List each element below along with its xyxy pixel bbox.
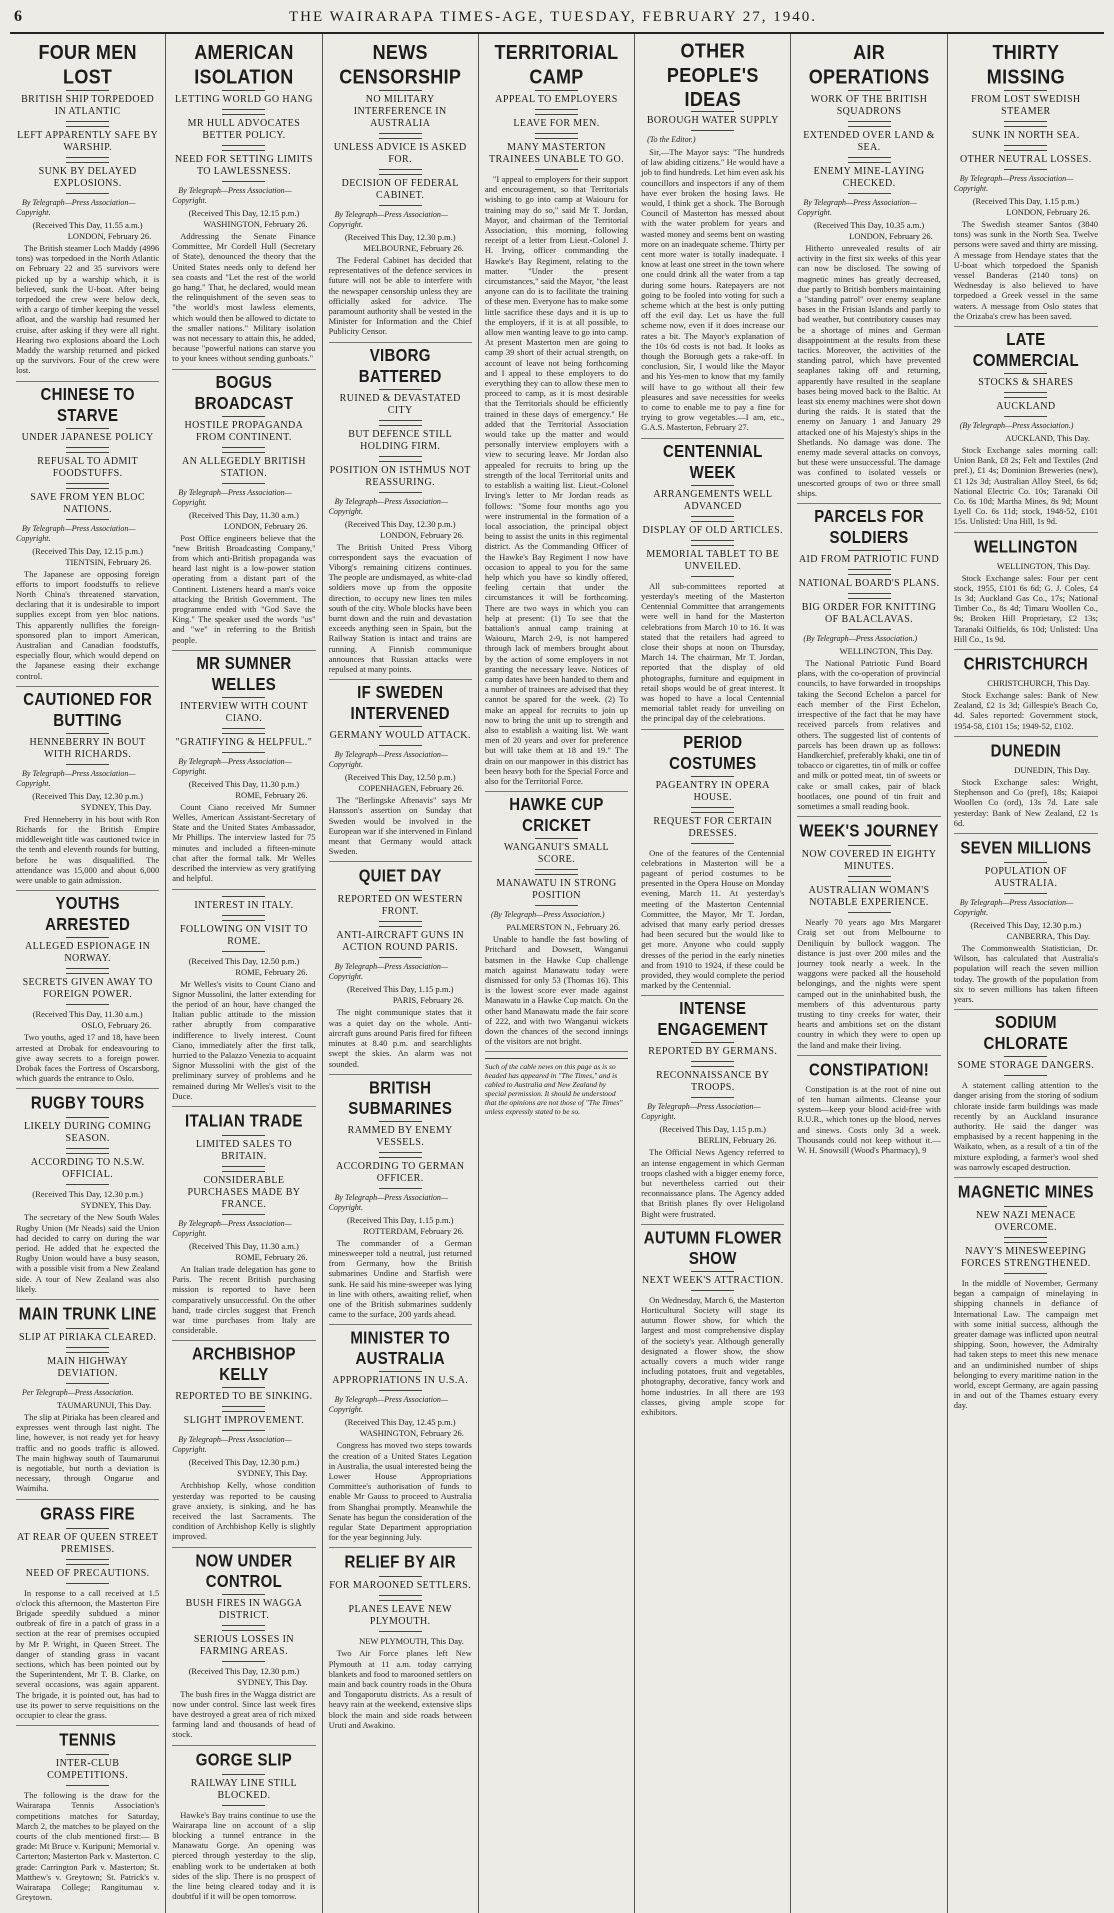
article-subhead: AID FROM PATRIOTIC FUND: [797, 550, 940, 570]
article-body: The Commonwealth Statistician, Dr. Wilson, has calculated that Australia's population will reach the seven million today. The growth of the population from six to seven millions has taken fifteen years.: [953, 942, 1098, 1004]
article-body: The "Berlingske Aftenavis" says Mr Hansson's assertion on Sunday that Sweden would be involved in the European war if she intervened in Finland meant that Germany would attack Sweden.: [328, 795, 472, 857]
article-body: An Italian trade delegation has gone to Paris. The recent British purchasing mission is reported to have been comparatively unsuccessful. On the other hand, trade circles suggest that French war time purchases from Italy are considerable.: [172, 1263, 316, 1336]
article-subhead: STOCKS & SHARES: [954, 373, 1098, 393]
article-subhead: LIMITED SALES TO BRITAIN.: [172, 1135, 315, 1167]
article: [954, 656, 1098, 737]
article-subhead: INTEREST IN ITALY.: [172, 896, 315, 916]
article-body: The slip at Piriaka has been cleared and expresses went through last night. The line, however, is not ready yet for heavy traffic and no goods traffic is allowed. The main highway south of Taumarunui is negotiable, but north a deviation is necessary, through Ongarue and Waimiha.: [16, 1411, 160, 1494]
column-5: [635, 34, 791, 1913]
article-subhead: BUSH FIRES IN WAGGA DISTRICT.: [172, 1594, 315, 1626]
article: [16, 894, 160, 1089]
article: [172, 372, 316, 651]
article-headline: DUNEDIN: [990, 741, 1062, 762]
article-received-time: (Received This Day, 11.30 a.m.): [32, 1009, 143, 1020]
article-headline: RELIEF BY AIR: [344, 1553, 456, 1573]
article-headline: SODIUM CHLORATE: [983, 1013, 1069, 1054]
article-subhead: LEAVE FOR MEN.: [485, 114, 628, 134]
footer-note: Such of the cable news on this page as is so headed has appeared in "The Times," and is cabled to Australia and New Zealand by special permission. It should be understood that the opinions are not those of "The Times" unless expressly stated to be so.: [485, 1058, 628, 1116]
article-dateline: By Telegraph—Press Association—Copyright.: [172, 1218, 292, 1238]
article: [16, 40, 160, 382]
article-headline: CONSTIPATION!: [809, 1060, 930, 1080]
article-subhead: SLIP AT PIRIAKA CLEARED.: [16, 1328, 159, 1348]
article-received-time: (Received This Day, 11.30 p.m.): [188, 778, 300, 789]
article-subhead: RUINED & DEVASTATED CITY: [329, 389, 472, 421]
article-headline: IF SWEDEN INTERVENED: [350, 683, 450, 724]
article-body: Count Ciano received Mr Sumner Welles, American Assistant-Secretary of State and the United States Ambassador, Mr Phillips. The interview lasted for 75 minutes and included a fifteen-minute chat after the formal talk. Mr Welles described the interview as very gratifying and helpful.: [172, 801, 316, 884]
article-subhead: LIKELY DURING COMING SEASON.: [16, 1117, 159, 1149]
column-4: [479, 34, 635, 1913]
article-placeline: MELBOURNE, February 26.: [363, 243, 464, 253]
article-placeline: AUCKLAND, This Day.: [1005, 433, 1090, 444]
article-body: All sub-committees reported at yesterday's meeting of the Masterton Centennial Committee that arrangements were well in hand for the Masterton celebrations from March 10 to 16. It was stated that the retailers had agreed to close their shops at noon on Thursday, March 14. The chairman, Mr T. Jordan, reported that the display of old photographs, furniture and equipment in retail shops would be of great interest. It was hoped to have a local Centennial memorial tablet ready for unveiling on the principal day of the celebrations.: [641, 580, 785, 724]
article-placeline: SYDNEY, This Day.: [237, 1676, 308, 1687]
article-dateline: (By Telegraph—Press Association.): [803, 634, 918, 644]
article-subhead: DECISION OF FEDERAL CABINET.: [329, 174, 472, 206]
article-body: Addressing the Senate Finance Committee, Mr Cordell Hull (Secretary of State), denounced the theory that the United States needs only to defend her sea coasts and "Let the rest of the world go hang." That, he declared, would mean the relinquishment of the seven seas to "the world's most lawless elements, which would then be allowed to dictate to the smaller nations." Military isolation was not necessary to attain this, he added, because "powerful nations can starve you to your knees without sending gunboats.": [172, 231, 316, 364]
article: [484, 795, 629, 1052]
article-body: The bush fires in the Wagga district are now under control. Since last week fires have destroyed a great area of rich mixed farming land and thousands of head of stock.: [172, 1688, 316, 1740]
article-placeline: BERLIN, February 26.: [698, 1135, 777, 1146]
article-subhead: SOME STORAGE DANGERS.: [954, 1056, 1098, 1076]
article-body: The British steamer Loch Maddy (4996 tons) was torpedoed in the North Atlantic on February 22 and 35 survivors were picked up by a warship which, it is believed, sunk the U-boat. After being torpedoed the crew were below deck, with a cargo of timber keeping the vessel afloat, and the warship had resumed her cruise, after asking if they were all right. Hearing two explosions aboard the Loch Maddy the warship returned and picked up the survivors. Four of the crew were lost.: [16, 243, 160, 376]
article-headline: QUIET DAY: [358, 867, 442, 887]
article-received-time: (Received This Day, 12.30 p.m.): [970, 919, 1082, 930]
article-headline: MAGNETIC MINES: [957, 1182, 1094, 1203]
article: [954, 743, 1098, 834]
article-received-time: (Received This Day, 12.50 p.m.): [344, 772, 456, 783]
article-dateline: By Telegraph—Press Association—Copyright.: [953, 174, 1074, 193]
article-headline: NEWS CENSORSHIP: [339, 40, 462, 88]
article: [329, 868, 472, 1074]
column-7: [948, 34, 1104, 1913]
article-received-time: (Received This Day, 12.30 p.m.): [32, 1189, 143, 1200]
article-received-time: (Received This Day, 12.15 p.m.): [188, 208, 300, 218]
article-headline: GORGE SLIP: [195, 1750, 293, 1770]
article-headline: MR SUMNER WELLES: [196, 654, 292, 695]
article-received-time: (Received This Day, 12.50 p.m.): [188, 955, 300, 966]
article: [16, 384, 160, 687]
article-headline: WELLINGTON: [974, 537, 1078, 557]
article-received-time: (Received This Day, 1.15 p.m.): [346, 984, 454, 995]
column-3: [323, 34, 479, 1913]
article-subhead: BUT DEFENCE STILL HOLDING FIRM.: [329, 425, 472, 457]
article-subhead: HOSTILE PROPAGANDA FROM CONTINENT.: [172, 416, 315, 448]
article-placeline: SYDNEY, This Day.: [237, 1468, 308, 1479]
article-body: A statement calling attention to the danger arising from the storing of sodium chlorate inside farm buildings was made recently by an Auckland insurance authority. He said the danger was emphasised by a recent happening in the Waikato, when, as a result of a tin of the mixture exploding, a farmer's wool shed was narrowly escaped destruction.: [953, 1080, 1098, 1172]
article-headline: BOGUS BROADCAST: [194, 372, 294, 414]
article-headline: CENTENNIAL WEEK: [662, 441, 763, 483]
article: [172, 40, 316, 370]
article-body: The Japanese are opposing foreign efforts to import foodstuffs to relieve North China's threatened starvation, declaring that it is undesirable to import supplies except from yen bloc nations. This apparently nullifies the foreign-sponsored plan to import American, Australian and Canadian foodstuffs, especially flour, which would depend on the Japanese easing their exchange control.: [16, 568, 160, 681]
article-body: Sir,—The Mayor says: "The hundreds of law abiding citizens." He would have a job to find hundreds. Let him even ask his councillors and inspectors if any of them have ever broken the hosing laws. He would, I think get a shock. The Borough Council of Masterton has messed about with the water problem for years and wasted money and seems bent on wasting more on an inadequate scheme. Thirty per cent more water is totally inadequate. I know at least one street in the town where one could drink all the water from a tap during some hours. Ratepayers are not going to be fooled into voting for such a scheme which at the best is only putting off the evil day. Let us have the full scheme now, even if it does increase our rates a bit. The Mayor's explanation of the 10s 6d costs is not bad. It looks as though the Borough gets a rake-off. In conclusion, Sir, I would like the Mayor and his Yes-men to know that my family will have to go without all their few pleasures and save necessities for weeks to come to enable me to pay a fine for trying to grow vegetables.—I am, etc., G.A.S. Masterton, February 27.: [641, 147, 785, 433]
article-placeline: SYDNEY, This Day.: [80, 801, 152, 812]
article-subhead: "GRATIFYING & HELPFUL.": [172, 733, 315, 753]
article-subhead: HENNEBERRY IN BOUT WITH RICHARDS.: [16, 733, 159, 765]
article: [797, 40, 941, 504]
article-dateline: By Telegraph—Press Association—Copyright.: [16, 768, 136, 788]
article-body: The commander of a German minesweeper told a neutral, just returned from Germany, how the British submarines Undine and Starfish were sunk. He said his mine-sweeper was lying in line with others, awaiting relief, when one of the British submarines suddenly came to the surface, 200 yards ahead.: [328, 1237, 472, 1320]
article: [641, 1228, 785, 1422]
article-subhead: MR HULL ADVOCATES BETTER POLICY.: [172, 114, 315, 146]
article: [641, 732, 785, 997]
article-subhead: ALLEGED ESPIONAGE IN NORWAY.: [16, 937, 159, 969]
article-subhead: ENEMY MINE-LAYING CHECKED.: [797, 162, 940, 194]
article: [954, 1184, 1098, 1416]
article-subhead: PLANES LEAVE NEW PLYMOUTH.: [329, 1600, 472, 1632]
article-subhead: RECONNAISSANCE BY TROOPS.: [641, 1066, 784, 1098]
article-subhead: POPULATION OF AUSTRALIA.: [954, 862, 1098, 894]
article-body: Hawke's Bay trains continue to use the Wairarapa line on account of a slip blocking a tunnel entrance in the Manawatu Gorge. An opening was pierced through yesterday to the slip, enabling work to be undertaken at both sides of the slip. There is no prospect of the line being cleared today and it is doubtful if it will be open tomorrow.: [172, 1809, 316, 1902]
article-subhead: SECRETS GIVEN AWAY TO FOREIGN POWER.: [16, 973, 159, 1005]
article-subhead: AUCKLAND: [954, 397, 1098, 417]
article-subhead: REPORTED TO BE SINKING.: [172, 1387, 315, 1407]
article-subhead: MANAWATU IN STRONG POSITION: [485, 874, 628, 906]
article-dateline: By Telegraph—Press Association—Copyright.: [172, 756, 292, 776]
article: [328, 345, 472, 681]
article-subhead: ACCORDING TO GERMAN OFFICER.: [329, 1157, 472, 1189]
article: [797, 823, 940, 1056]
article-body: Post Office engineers believe that the "new British Broadcasting Company," from which anti-British propaganda was heard last night is a low-power station operating from a distant part of the Continent. Listeners heard a man's voice attacking the British Government. The programme ended with "God Save the King." The speaker used the words "us" and "we" in referring to the British people.: [172, 532, 316, 645]
article-body: The Official News Agency referred to an intense engagement in which German troops clashed with a bigger enemy force, but nevertheless carried out their reconnaissance plans. The Agency added that British planes fly over Heligoland Bight were frustrated.: [641, 1147, 785, 1219]
article-headline: AMERICAN ISOLATION: [194, 40, 294, 88]
article: [641, 39, 785, 439]
article-subhead: REFUSAL TO ADMIT FOODSTUFFS.: [16, 452, 159, 484]
article-headline: BRITISH SUBMARINES: [348, 1078, 453, 1119]
article-headline: OTHER PEOPLE'S IDEAS: [666, 39, 759, 111]
article-headline: AIR OPERATIONS: [808, 40, 930, 88]
article-subhead: DISPLAY OF OLD ARTICLES.: [641, 521, 784, 541]
column-2: [166, 34, 322, 1913]
article-body: The National Patriotic Fund Board plans, with the co-operation of provincial councils, to have forwarded in troopships taking the Second Echelon a parcel for each member of the First Echelon, irrespective of the fact that he may have received parcels from relatives and others. The suggested list of contents of parcels has been drawn up as follows: Handkerchief, preferably khaki, one tin of tobacco or cigarettes, tin of milk or coffee and milk or potted meat, tin of sweets or cake or small cakes, pair of black bootlaces, one pound of tin fruit and sometimes a small reading book.: [797, 658, 941, 811]
article-subhead: WORK OF THE BRITISH SQUADRONS: [797, 90, 940, 122]
article-placeline: CANBERRA, This Day.: [1006, 930, 1090, 941]
article-subhead: SAVE FROM YEN BLOC NATIONS.: [16, 488, 159, 520]
article-dateline: By Telegraph—Press Association—Copyright.: [328, 1192, 449, 1212]
article: [953, 330, 1098, 533]
article-body: One of the features of the Centennial celebrations in Masterton will be a pageant of period costumes to be presented in the Opera House on Monday evening, March 11. At yesterday's meeting of the Masterton Centennial Committee, the Mayor, Mr T. Jordan, advised that many early period dresses had been secured but the would like to get more. Anyone who could supply dresses of the period in the early nineties and from 1910 to 1924, if these could be provided, they would complete the period marked by the Centennial.: [641, 847, 785, 991]
article: [172, 896, 315, 1107]
article-subhead: OTHER NEUTRAL LOSSES.: [954, 150, 1098, 170]
article-subhead: UNDER JAPANESE POLICY: [16, 428, 159, 448]
article-dateline: (To the Editor.): [647, 135, 696, 144]
article-headline: VIBORG BATTERED: [358, 345, 442, 387]
article-placeline: WASHINGTON, February 26.: [203, 219, 308, 229]
article-subhead: POSITION ON ISTHMUS NOT REASSURING.: [329, 461, 472, 493]
article: [16, 690, 160, 891]
article-subhead: SERIOUS LOSSES IN FARMING AREAS.: [172, 1630, 315, 1662]
article-received-time: (Received This Day, 1.15 p.m.): [346, 1214, 454, 1225]
article-body: Unable to handle the fast bowling of Pritchard and Dowsett, Wanganui batsmen in the Hawke Cup challenge match against Manawatu today were dismissed for only 53 (Thomas 16). This is the lowest score ever made against Manawatu in a Hawke Cup match. On the other hand Manawatu made the fair score of 222, and with two Wanganui wickets down the chances of the second innings of the visitors are not bright.: [484, 934, 629, 1047]
article-body: On Wednesday, March 6, the Masterton Horticultural Society will stage its autumn flower show, for which the largest and most comprehensive display of the society's year. Although generally designated a flower show, the show actually covers a much wider range including potatoes, fruit and vegetables, photography, decorative, fancy work and home industries. In all there are 193 classes, giving ample scope for exhibitors.: [641, 1294, 785, 1418]
article-headline: MINISTER TO AUSTRALIA: [350, 1328, 451, 1369]
article-subhead: LEFT APPARENTLY SAFE BY WARSHIP.: [16, 126, 159, 158]
article-placeline: WELLINGTON, This Day.: [996, 560, 1090, 571]
article-dateline: By Telegraph—Press Association—Copyright.: [172, 487, 292, 507]
article-body: Two Air Force planes left New Plymouth at 11 a.m. today carrying blankets and food to marooned settlers on main and back country roads in the Ohura and Tongaporutu districts. As a result of heavy rain at the weekend, extensive slips block the main and side roads between Uruti and Awakino.: [328, 1648, 472, 1730]
article-placeline: CHRISTCHURCH, This Day.: [987, 678, 1090, 689]
article-dateline: By Telegraph—Press Association—Copyright.: [328, 1395, 449, 1415]
article-placeline: WELLINGTON, This Day.: [839, 646, 933, 657]
article-subhead: RAMMED BY ENEMY VESSELS.: [329, 1121, 472, 1153]
article-placeline: DUNEDIN, This Day.: [1014, 764, 1090, 775]
article-subhead: NO MILITARY INTERFERENCE IN AUSTRALIA: [329, 90, 472, 134]
article-body: Fred Henneberry in his bout with Ron Richards for the British Empire middleweight title was cautioned twice in the tenth and eleventh rounds for butting, before he was disqualified. The attendance was 15,000 and about 6,000 were unable to gain admission.: [16, 813, 160, 886]
article-placeline: WASHINGTON, February 26.: [359, 1428, 464, 1439]
article-subhead: MAIN HIGHWAY DEVIATION.: [16, 1352, 159, 1384]
columns-grid: [10, 34, 1104, 1903]
article-subhead: LETTING WORLD GO HANG: [172, 90, 315, 110]
article-subhead: CONSIDERABLE PURCHASES MADE BY FRANCE.: [172, 1171, 315, 1215]
article-headline: ITALIAN TRADE: [185, 1111, 303, 1132]
article-headline: TENNIS: [59, 1730, 117, 1751]
article-dateline: By Telegraph—Press Association—Copyright.: [172, 1435, 292, 1455]
article-body: Congress has moved two steps towards the creation of a United States Legation in Australia, the usual interested being the Lower House Appropriations Committee's authorisation of funds to enable Mr Gauss to proceed to Australia from Shanghai promptly. Meanwhile the Senate has begun the consideration of the regular State Department appropriation for the year beginning July.: [328, 1440, 472, 1543]
article-headline: TERRITORIAL CAMP: [494, 40, 619, 88]
article-placeline: LONDON, February 26.: [223, 520, 308, 531]
article: [953, 40, 1098, 327]
article-body: In response to a call received at 1.5 o'clock this afternoon, the Masterton Fire Brigade speedily subdued a minor outbreak of fire in a patch of grass in a section at the rear of premises occupied by Mr P. Wright, in Queen Street. The danger of standing grass in vacant sections, which has been pointed out by the Superintendent, Mr T. B. Clarke, on several occasions, was again apparent. The brigade, it is pointed out, has had to use its power to serve requisitions on the occupier to clear the grass.: [16, 1587, 160, 1720]
article: [328, 1078, 472, 1326]
article-subhead: RAILWAY LINE STILL BLOCKED.: [172, 1774, 315, 1806]
article-received-time: (Received This Day, 12.45 p.m.): [344, 1417, 456, 1428]
article-headline: FOUR MEN LOST: [38, 40, 137, 88]
article-placeline: ROME, February 26.: [235, 1251, 308, 1262]
article-subhead: APPROPRIATIONS IN U.S.A.: [329, 1371, 472, 1391]
article-received-time: (Received This Day, 12.15 p.m.): [32, 545, 143, 556]
article-dateline: By Telegraph—Press Association—Copyright.: [797, 198, 917, 217]
article-dateline: By Telegraph—Press Association—Copyright.: [172, 186, 292, 205]
article: [641, 999, 785, 1224]
article: [797, 507, 941, 817]
article-received-time: (Received This Day, 12.30 p.m.): [344, 518, 456, 529]
article-body: The British United Press Viborg correspondent says the evacuation of Viborg's remaining citizens continues. The people are undismayed, as white-clad soldiers move up from the opposite direction, to occupy new lines ten miles south of the city. Whole blocks have been burnt down and the ruin and devastation exceeds anything seen in Spain, but the Railway Station is intact and trains are running. A Finnish communique announces that Russian attacks were repulsed at many points.: [328, 541, 472, 675]
article-body: "I appeal to employers for their support and encouragement, so that Territorials wishing to go into camp at Waiouru for training may do so," said Mr T. Jordan, Mayor, and chairman of the Territorial Association, this morning, following receipt of a letter from Lieut.-Colonel J. H. Irving, officer commanding the Hawke's Bay Regiment, relating to the matter. "Under the present circumstances," said the Mayor, "the least anyone can do is to facilitate the training of these men. Everyone has to make some little sacrifice these days and it is up to the employers, if it is at all possible, to allow men wanting leave to go into camp. At present Masterton men are going to camp 39 short of their actual strength, on account of leave not being forthcoming and I appeal to these employers to do everything they can to allow these men to proceed to camp, as it is most desirable that the Territorials should be efficiently trained in these days of emergency." He added that the Territorial Association would take up the matter and would personally interview employers with a view to securing leave. Mr Jordan also appealed for recruits to bring up the strength of the local Territorial units and to establish a waiting list. Lieut.-Colonel Irving's letter to Mr Jordan reads as follows: "Some four months ago you were instrumental in the formation of a local association, the principal object being to assist the units in this regimental district. As the Commanding Officer of the Hawke's Bay Regiment I now have occasion to appeal to you for the same help which you have so kindly offered, feeling certain that under the circumstances it will be forthcoming. There are two ways in which you can help at present: (1) To see that the battalion's annual camp training at Waiouru, March 2-9, is not hampered through lack of members brought about by the action of some employers in not granting the necessary leave. Notices of camp dates have been handed to them and a number of trainees are advised that they cannot be spared for the week. (2) To make an appeal for recruits to join up now to bring the unit up to strength and also to establish a waiting list. We want men of 20 years and over for preference but will take them at 18 and 19." The drain on our manpower in this district has been heavy both for the Special Force and also for the Territorial Force.: [484, 174, 629, 786]
article-dateline: By Telegraph—Press Association—Copyright.: [16, 523, 136, 543]
article-body: Archbishop Kelly, whose condition yesterday was reported to be causing grave anxiety, is sinking, and he has received the last Sacraments. The condition of Archbishop Kelly is slightly improved.: [172, 1480, 316, 1542]
article: [16, 1506, 159, 1727]
article-dateline: By Telegraph—Press Association—Copyright.: [328, 210, 449, 229]
article-placeline: COPENHAGEN, February 26.: [358, 783, 464, 794]
article-subhead: FROM LOST SWEDISH STEAMER: [954, 90, 1098, 122]
article-dateline: Per Telegraph—Press Association.: [22, 1387, 134, 1397]
article: [16, 1306, 159, 1500]
article-dateline: By Telegraph—Press Association—Copyright.: [641, 1102, 761, 1122]
article-placeline: ROTTERDAM, February 26.: [363, 1225, 464, 1236]
article-subhead: BIG ORDER FOR KNITTING OF BALACLAVAS.: [797, 598, 940, 630]
article-body: The Swedish steamer Santos (3840 tons) was sunk in the North Sea. Twelve persons were saved and thirty are missing. A message from Hendaye states that the U-boat which torpedoed the Spanish vessel Banderas (2140 tons) on Wednesday is also believed to have torpedoed a Greek vessel in the same waters. A message from Oslo states that the Orizaba's crew has been saved.: [953, 219, 1098, 321]
article-placeline: PALMERSTON N., February 26.: [506, 922, 621, 933]
article-subhead: NEED OF PRECAUTIONS.: [16, 1564, 159, 1584]
article-subhead: GERMANY WOULD ATTACK.: [329, 726, 472, 746]
article-headline: CHINESE TO STARVE: [40, 384, 135, 426]
article-body: Two youths, aged 17 and 18, have been arrested at Drobak for endeavouring to give away secrets to a foreign power. Drobak faces the Fortress of Oscarsborg, which guards the entrance to Oslo.: [16, 1032, 160, 1084]
article-received-time: (Received This Day, 12.30 p.m.): [32, 790, 143, 801]
article-body: Hitherto unrevealed results of air activity in the first six weeks of this year can now be disclosed. The sowing of magnetic mines has greatly decreased, due partly to British bombers maintaining a "standing patrol" over enemy seaplane bases in the Frisian Islands and partly to bad weather, but contributory causes may be a shortage of mines and German disappointment at the results from these tactics. Moreover, the activities of the standing patrol, which have prevented seaplanes taking off and returning, apparently have resulted in the seaplane bases being moved back to the Baltic. At least six enemy machines were shot down during the raids. It is stated that the enemy on January 1 and January 29 attacked one of his Majesty's ships in the Shetlands. No damage was done. The enemy made several attacks on convoys, but these were unsuccessful. The damage was confined to isolated vessels or unescorted groups of two or three small ships.: [797, 243, 941, 498]
column-1: [10, 34, 166, 1913]
article-body: In the middle of November, Germany began a campaign of minelaying in shipping channels in defiance of International Law. The campaign met with some initial success, although the greater damage was inflicted upon neutral shipping. Soon, however, the Admiralty had taken steps to meet this new menace and an undiminished number of ships belonging to every maritime nation in the world, except Germany, are again passing in and out of the Thames estuary every day.: [953, 1277, 1098, 1411]
article-subhead: ARRANGEMENTS WELL ADVANCED: [641, 485, 784, 517]
masthead-title: THE WAIRARAPA TIMES-AGE, TUESDAY, FEBRUARY 27, 1940.: [289, 9, 817, 25]
article-subhead: NOW COVERED IN EIGHTY MINUTES.: [797, 845, 940, 877]
article-placeline: ROME, February 26.: [235, 966, 308, 977]
masthead: [10, 6, 1104, 34]
article-headline: CHRISTCHURCH: [963, 654, 1089, 675]
article: [328, 40, 472, 343]
article-subhead: AUSTRALIAN WOMAN'S NOTABLE EXPERIENCE.: [797, 881, 940, 913]
article-body: Stock Exchange sales morning call: Union Bank, £8 2s; Felt and Textiles (2nd pref.), £1 4s; Dominion Breweries (new), £1 12s 3d; Australian Alloy Steel, 6s 6d; National Electric Co. 10s; Taranaki Oil Co. 6s 10d; Martha Mines, 8s 9d; Mount Lyell Co. 6s 11d; stock, 1948-52, £101 15s. Unlisted: Una Hill, 1s 9d.: [953, 445, 1098, 527]
article: [641, 441, 785, 730]
article-placeline: LONDON, February 26.: [380, 529, 464, 540]
article-headline: LATE COMMERCIAL: [972, 330, 1080, 371]
article-subhead: BRITISH SHIP TORPEDOED IN ATLANTIC: [16, 90, 159, 122]
article-dateline: By Telegraph—Press Association—Copyright.: [328, 496, 449, 516]
article-dateline: By Telegraph—Press Association—Copyright.: [16, 198, 136, 217]
article-received-time: (Received This Day, 12.30 p.m.): [344, 232, 456, 242]
article-body: Stock Exchange sales: Wright, Stephenson and Co (pref), 18s; Kaiapoi Woollen Co (ord), 13s 7d. Late sale yesterday: Bank of New Zealand, £2 1s 6d.: [953, 776, 1098, 828]
article-subhead: MEMORIAL TABLET TO BE UNVEILED.: [641, 545, 784, 577]
article-headline: SEVEN MILLIONS: [960, 838, 1092, 859]
article-subhead: AN ALLEGEDLY BRITISH STATION.: [172, 452, 315, 484]
article-received-time: (Received This Day, 1.15 p.m.): [659, 1124, 767, 1135]
article-headline: YOUTHS ARRESTED: [45, 894, 131, 935]
article: [172, 1752, 315, 1907]
article-body: Stock Exchange sales: Bank of New Zealand, £2 1s 3d; Gillespie's Beach Co, 4d. Sales reported: Government stock, 1954-58, £101 15s; 1949-52, £102.: [953, 690, 1098, 731]
article: [954, 539, 1098, 650]
article-headline: HAWKE CUP CRICKET: [509, 795, 604, 836]
article-body: Nearly 70 years ago Mrs Margaret Craig set out from Melbourne to Deniliquin by bullock waggon. The distance is just over 200 miles and the journey took nearly a week. In the waggons were packed all the household belongings, and the nights were spent camped out in the uninhabited bush, the members of this adventurous party trusting to tiny creeks for water, their hearts and ambitions set on the distant country in which they were to open up the land and make their living.: [797, 917, 941, 1050]
article-subhead: UNLESS ADVICE IS ASKED FOR.: [329, 138, 472, 170]
article-subhead: NEW NAZI MENACE OVERCOME.: [954, 1206, 1098, 1238]
article-headline: MAIN TRUNK LINE: [18, 1304, 157, 1325]
article-body: The Federal Cabinet has decided that representatives of the defence services in future will not be able to interfere with the newspaper censorship unless they are officially asked for advice. The paramount authority shall be vested in the Minister for Information and the Chief Publicity Censor.: [328, 255, 472, 337]
article: [329, 1554, 472, 1735]
article-subhead: NEXT WEEK'S ATTRACTION.: [641, 1271, 784, 1291]
article-dateline: By Telegraph—Press Association—Copyright.: [953, 897, 1074, 917]
article-subhead: INTERVIEW WITH COUNT CIANO.: [172, 697, 315, 729]
article-placeline: PARIS, February 26.: [392, 995, 464, 1006]
article-headline: RUGBY TOURS: [30, 1093, 145, 1114]
article-received-time: (Received This Day, 11.55 a.m.): [32, 220, 143, 230]
article-headline: PERIOD COSTUMES: [669, 732, 757, 774]
article-subhead: NATIONAL BOARD'S PLANS.: [797, 574, 940, 594]
article-body: The night communique states that it was a quiet day on the whole. Anti-aircraft guns around Paris fired for fifteen minutes at 8.40 p.m. and searchlights swept the skies. An alarm was not sounded.: [328, 1007, 472, 1069]
article-dateline: (By Telegraph—Press Association.): [490, 910, 605, 920]
article-placeline: ROME, February 26.: [235, 789, 308, 800]
article-placeline: TAUMARUNUI, This Day.: [56, 1399, 152, 1410]
article-body: Mr Welles's visits to Count Ciano and Signor Mussolini, the latter extending for the period of an hour, have changed the Italian public attitude to the mission rather abruptly from comparative indifference to lively interest. Count Ciano, immediately after the first talk, hurried to the Palazzo Venezia to acquaint Signor Mussolini with the gist of the preliminary survey of problems and he remained during Mr Welles's visit to the Duce.: [172, 978, 316, 1101]
article: [172, 654, 316, 890]
article: [484, 40, 629, 792]
article-placeline: NEW PLYMOUTH, This Day.: [359, 1636, 464, 1647]
article-subhead: AT REAR OF QUEEN STREET PREMISES.: [16, 1528, 159, 1560]
article-headline: THIRTY MISSING: [986, 40, 1065, 88]
article-body: The secretary of the New South Wales Rugby Union (Mr Neads) said the Union had decided to carry on during the war period. He added that he expected the Rugby Union would have a busy season, with a possible visit from a New Zealand side. A tour of New Zealand was also likely.: [16, 1212, 160, 1294]
article-headline: NOW UNDER CONTROL: [195, 1550, 293, 1592]
article-subhead: INTER-CLUB COMPETITIONS.: [16, 1754, 159, 1786]
article-subhead: SUNK IN NORTH SEA.: [954, 126, 1098, 146]
article-headline: ARCHBISHOP KELLY: [192, 1344, 296, 1385]
article-received-time: (Received This Day, 1.15 p.m.): [972, 196, 1080, 206]
article-received-time: (Received This Day, 10.35 a.m.): [813, 220, 925, 230]
article-placeline: LONDON, February 26.: [849, 231, 933, 241]
article-headline: WEEK'S JOURNEY: [799, 821, 939, 842]
article-received-time: (Received This Day, 11.30 a.m.): [188, 509, 299, 520]
article: [953, 1013, 1098, 1178]
article-headline: CAUTIONED FOR BUTTING: [23, 690, 153, 731]
article-body: The following is the draw for the Wairarapa Tennis Association's competitions matches for Saturday, March 2, the matches to be played on the courts of the club mentioned first:— B grade: Mt Bruce v. Kuripuni; Memorial v. Carterton; Masterton Park v. Masterton. C grade: Carrington Park v. Masterton; St. Matthew's v. Greytown; St. Patrick's v. Wairarapa College; Rangitumau v. Greytown.: [16, 1790, 160, 1903]
article-subhead: FOR MAROONED SETTLERS.: [329, 1576, 472, 1596]
article-headline: INTENSE ENGAGEMENT: [657, 999, 769, 1040]
article: [797, 1062, 940, 1160]
article: [954, 840, 1098, 1010]
article-body: Stock Exchange sales: Four per cent stock, 1955, £101 6s 6d; G. J. Coles, £4 1s 3d; Auckland Gas Co., 17s; National Timber Co., 8s 4d; Timaru Woollen Co., 9s; Broken Hill Proprietary, £2 13s; Taranaki Oilfields, 6s 10d; Unlisted: Una Hill Co., 1s 9d.: [953, 572, 1098, 644]
article-subhead: NAVY'S MINESWEEPING FORCES STRENGTHENED.: [954, 1242, 1098, 1274]
article-subhead: EXTENDED OVER LAND & SEA.: [797, 126, 940, 158]
article-subhead: REQUEST FOR CERTAIN DRESSES.: [641, 812, 784, 844]
article-placeline: OSLO, February 26.: [81, 1020, 152, 1031]
article-subhead: FOLLOWING ON VISIT TO ROME.: [172, 920, 315, 952]
article: [16, 1732, 159, 1907]
article-subhead: SLIGHT IMPROVEMENT.: [172, 1411, 315, 1431]
article: [172, 1344, 316, 1547]
article: [328, 1328, 472, 1548]
article-subhead: ANTI-AIRCRAFT GUNS IN ACTION ROUND PARIS.: [329, 926, 472, 958]
article-subhead: SUNK BY DELAYED EXPLOSIONS.: [16, 162, 159, 194]
article-received-time: (Received This Day, 12.30 p.m.): [188, 1665, 300, 1676]
article-subhead: WANGANUI'S SMALL SCORE.: [485, 838, 628, 870]
article-received-time: (Received This Day, 11.30 a.m.): [188, 1240, 299, 1251]
article-dateline: By Telegraph—Press Association—Copyright.: [328, 962, 449, 982]
article: [172, 1550, 316, 1746]
article-placeline: LONDON, February 26.: [1006, 207, 1090, 217]
article-headline: AUTUMN FLOWER SHOW: [643, 1228, 782, 1269]
article-subhead: MANY MASTERTON TRAINEES UNABLE TO GO.: [485, 138, 628, 170]
article-subhead: REPORTED ON WESTERN FRONT.: [329, 890, 472, 922]
column-6: [791, 34, 947, 1913]
article-headline: GRASS FIRE: [40, 1504, 135, 1524]
article-placeline: LONDON, February 26.: [67, 231, 152, 241]
page-number: 6: [14, 8, 22, 25]
article-dateline: By Telegraph—Press Association—Copyright.: [328, 750, 449, 770]
article-subhead: APPEAL TO EMPLOYERS: [485, 90, 628, 110]
article-received-time: (Received This Day, 12.30 p.m.): [188, 1457, 300, 1468]
article-dateline: (By Telegraph—Press Association.): [959, 421, 1074, 431]
article-body: Constipation is at the root of nine out of ten human ailments. Cleanse your system—keep your blood acid-free with R.U.R., which tones up the blood, nerves and sinews. Costs only 3d a week. Thousands could not keep without it.—W. H. Snowsill (Wood's Pharmacy), 9: [797, 1083, 941, 1155]
article: [16, 1095, 159, 1300]
article-subhead: NEED FOR SETTING LIMITS TO LAWLESSNESS.: [172, 150, 315, 182]
article-subhead: REPORTED BY GERMANS.: [641, 1042, 784, 1062]
article-placeline: SYDNEY, This Day.: [80, 1200, 152, 1211]
article-headline: PARCELS FOR SOLDIERS: [814, 507, 924, 548]
article-subhead: BOROUGH WATER SUPPLY: [641, 111, 784, 131]
article: [328, 683, 472, 862]
article: [172, 1113, 315, 1341]
article-subhead: ACCORDING TO N.S.W. OFFICIAL.: [16, 1153, 159, 1185]
article-placeline: TIENTSIN, February 26.: [65, 556, 152, 567]
article-subhead: PAGEANTRY IN OPERA HOUSE.: [641, 776, 784, 808]
